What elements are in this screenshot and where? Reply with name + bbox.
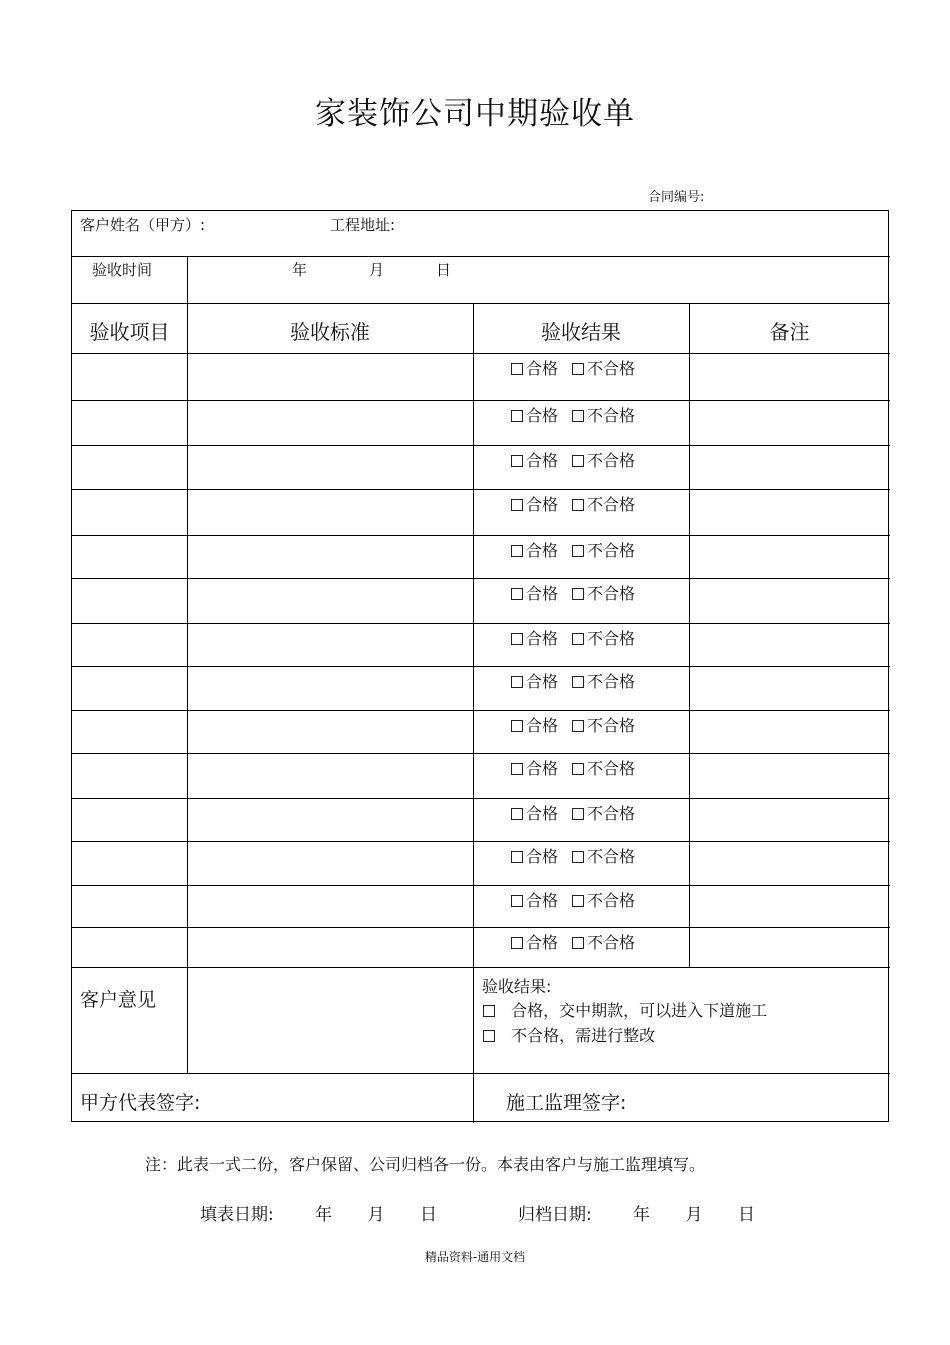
- result-option-fail-text: 不合格，需进行整改: [511, 1026, 656, 1045]
- supervisor-signature-label: 施工监理签字:: [506, 1092, 627, 1114]
- acceptance-form: [71, 210, 889, 1122]
- checkbox-icon[interactable]: [572, 676, 584, 688]
- checkbox-icon[interactable]: [572, 851, 584, 863]
- form-rule: [72, 353, 890, 354]
- table-row-divider: [72, 841, 890, 842]
- table-row-divider: [72, 623, 890, 624]
- customer-name-label: 客户姓名（甲方）:: [80, 216, 206, 234]
- pass-label: 合格: [526, 891, 559, 910]
- checkbox-icon[interactable]: [572, 763, 584, 775]
- customer-opinion-label: 客户意见: [80, 989, 157, 1011]
- result-option-fail[interactable]: [483, 1023, 655, 1046]
- page-footer: 精品资料-通用文档: [424, 1250, 526, 1264]
- table-row-result-options: [511, 844, 635, 867]
- table-row-result-options: [511, 669, 635, 692]
- pass-option[interactable]: [511, 359, 558, 378]
- pass-label: 合格: [526, 584, 559, 603]
- table-row-result-options: [511, 581, 635, 604]
- table-row-result-options: [511, 801, 635, 824]
- fail-label: 不合格: [587, 804, 636, 823]
- table-row-divider: [72, 400, 890, 401]
- fail-option[interactable]: [572, 359, 635, 378]
- table-row-result-options: [511, 538, 635, 561]
- pass-option[interactable]: [511, 495, 558, 514]
- table-row-divider: [72, 885, 890, 886]
- checkbox-icon[interactable]: [511, 808, 523, 820]
- table-row-result-options: [511, 756, 635, 779]
- fail-label: 不合格: [587, 759, 636, 778]
- pass-option[interactable]: [511, 716, 558, 735]
- column-header-remark: 备注: [769, 320, 810, 344]
- acceptance-time-label: 验收时间: [92, 261, 153, 279]
- pass-option[interactable]: [511, 584, 558, 603]
- fail-label: 不合格: [587, 716, 636, 735]
- checkbox-icon[interactable]: [511, 720, 523, 732]
- table-row-divider: [72, 578, 890, 579]
- checkbox-icon[interactable]: [572, 895, 584, 907]
- table-row-divider: [72, 445, 890, 446]
- pass-option[interactable]: [511, 804, 558, 823]
- checkbox-icon[interactable]: [572, 937, 584, 949]
- table-row-result-options: [511, 713, 635, 736]
- checkbox-icon[interactable]: [511, 937, 523, 949]
- project-address-label: 工程地址:: [330, 216, 396, 234]
- form-note: 注：此表一式二份，客户保留、公司归档各一份。本表由客户与施工监理填写。: [145, 1155, 706, 1174]
- fail-option[interactable]: [572, 584, 635, 603]
- checkbox-icon[interactable]: [511, 633, 523, 645]
- fail-label: 不合格: [587, 891, 636, 910]
- pass-label: 合格: [526, 629, 559, 648]
- fail-label: 不合格: [587, 451, 636, 470]
- contract-number-label: 合同编号:: [648, 190, 705, 205]
- pass-label: 合格: [526, 541, 559, 560]
- fail-option[interactable]: [572, 406, 635, 425]
- checkbox-icon[interactable]: [572, 720, 584, 732]
- fail-option[interactable]: [572, 891, 635, 910]
- result-option-pass[interactable]: [483, 998, 767, 1021]
- fail-option[interactable]: [572, 716, 635, 735]
- pass-option[interactable]: [511, 933, 558, 952]
- archive-year: 年: [633, 1205, 651, 1225]
- checkbox-icon[interactable]: [483, 1030, 495, 1042]
- fail-option[interactable]: [572, 804, 635, 823]
- table-row-divider: [72, 927, 890, 928]
- pass-option[interactable]: [511, 541, 558, 560]
- pass-label: 合格: [526, 359, 559, 378]
- table-row-result-options: [511, 356, 635, 379]
- table-row-result-options: [511, 930, 635, 953]
- form-rule: [72, 967, 890, 968]
- form-rule: [72, 256, 890, 257]
- archive-day: 日: [737, 1205, 755, 1225]
- form-rule: [689, 303, 690, 967]
- fail-label: 不合格: [587, 359, 636, 378]
- fail-label: 不合格: [587, 406, 636, 425]
- checkbox-icon[interactable]: [511, 676, 523, 688]
- column-header-standard: 验收标准: [290, 320, 370, 344]
- fail-option[interactable]: [572, 847, 635, 866]
- checkbox-icon[interactable]: [511, 895, 523, 907]
- fail-option[interactable]: [572, 672, 635, 691]
- pass-label: 合格: [526, 759, 559, 778]
- fail-option[interactable]: [572, 759, 635, 778]
- checkbox-icon[interactable]: [572, 545, 584, 557]
- form-title: 家装饰公司中期验收单: [315, 96, 635, 132]
- fail-option[interactable]: [572, 541, 635, 560]
- checkbox-icon[interactable]: [511, 410, 523, 422]
- table-row-result-options: [511, 448, 635, 471]
- checkbox-icon[interactable]: [572, 410, 584, 422]
- result-option-pass-text: 合格，交中期款，可以进入下道施工: [511, 1001, 768, 1020]
- checkbox-icon[interactable]: [483, 1005, 495, 1017]
- table-row-result-options: [511, 492, 635, 515]
- checkbox-icon[interactable]: [511, 588, 523, 600]
- checkbox-icon[interactable]: [511, 499, 523, 511]
- pass-option[interactable]: [511, 451, 558, 470]
- fail-label: 不合格: [587, 847, 636, 866]
- form-rule: [72, 1073, 890, 1074]
- fail-label: 不合格: [587, 541, 636, 560]
- pass-label: 合格: [526, 804, 559, 823]
- checkbox-icon[interactable]: [511, 545, 523, 557]
- checkbox-icon[interactable]: [511, 763, 523, 775]
- table-row-divider: [72, 710, 890, 711]
- archive-date: [518, 1200, 755, 1225]
- fail-option[interactable]: [572, 495, 635, 514]
- table-row-divider: [72, 798, 890, 799]
- year-label: 年: [292, 261, 308, 279]
- archive-date-label: 归档日期:: [518, 1205, 592, 1225]
- form-rule: [187, 256, 188, 1074]
- fill-day: 日: [419, 1205, 437, 1225]
- table-row-result-options: [511, 888, 635, 911]
- pass-label: 合格: [526, 716, 559, 735]
- table-row-result-options: [511, 403, 635, 426]
- checkbox-icon[interactable]: [572, 588, 584, 600]
- fill-month: 月: [367, 1205, 385, 1225]
- fail-label: 不合格: [587, 495, 636, 514]
- table-row-divider: [72, 535, 890, 536]
- checkbox-icon[interactable]: [572, 499, 584, 511]
- pass-option[interactable]: [511, 406, 558, 425]
- fail-option[interactable]: [572, 933, 635, 952]
- table-row-divider: [72, 753, 890, 754]
- checkbox-icon[interactable]: [572, 455, 584, 467]
- party-a-signature-label: 甲方代表签字:: [80, 1092, 201, 1114]
- fail-label: 不合格: [587, 933, 636, 952]
- day-label: 日: [436, 261, 452, 279]
- checkbox-icon[interactable]: [511, 851, 523, 863]
- checkbox-icon[interactable]: [572, 808, 584, 820]
- pass-label: 合格: [526, 847, 559, 866]
- fill-year: 年: [315, 1205, 333, 1225]
- checkbox-icon[interactable]: [572, 363, 584, 375]
- column-header-item: 验收项目: [89, 320, 170, 344]
- pass-label: 合格: [526, 406, 559, 425]
- fill-date-label: 填表日期:: [200, 1205, 274, 1225]
- checkbox-icon[interactable]: [511, 455, 523, 467]
- fail-label: 不合格: [587, 672, 636, 691]
- pass-option[interactable]: [511, 759, 558, 778]
- table-row-result-options: [511, 626, 635, 649]
- fail-option[interactable]: [572, 451, 635, 470]
- fail-option[interactable]: [572, 629, 635, 648]
- form-rule: [473, 303, 474, 1123]
- column-header-result: 验收结果: [541, 320, 621, 344]
- checkbox-icon[interactable]: [511, 363, 523, 375]
- acceptance-result-label: 验收结果:: [482, 977, 552, 996]
- form-rule: [72, 303, 890, 304]
- fail-label: 不合格: [587, 629, 636, 648]
- table-row-divider: [72, 666, 890, 667]
- pass-option[interactable]: [511, 629, 558, 648]
- pass-label: 合格: [526, 495, 559, 514]
- pass-label: 合格: [526, 451, 559, 470]
- archive-month: 月: [685, 1205, 703, 1225]
- pass-option[interactable]: [511, 672, 558, 691]
- month-label: 月: [369, 261, 385, 279]
- pass-option[interactable]: [511, 847, 558, 866]
- pass-option[interactable]: [511, 891, 558, 910]
- table-row-divider: [72, 489, 890, 490]
- checkbox-icon[interactable]: [572, 633, 584, 645]
- pass-label: 合格: [526, 672, 559, 691]
- fail-label: 不合格: [587, 584, 636, 603]
- fill-date: [200, 1200, 437, 1225]
- pass-label: 合格: [526, 933, 559, 952]
